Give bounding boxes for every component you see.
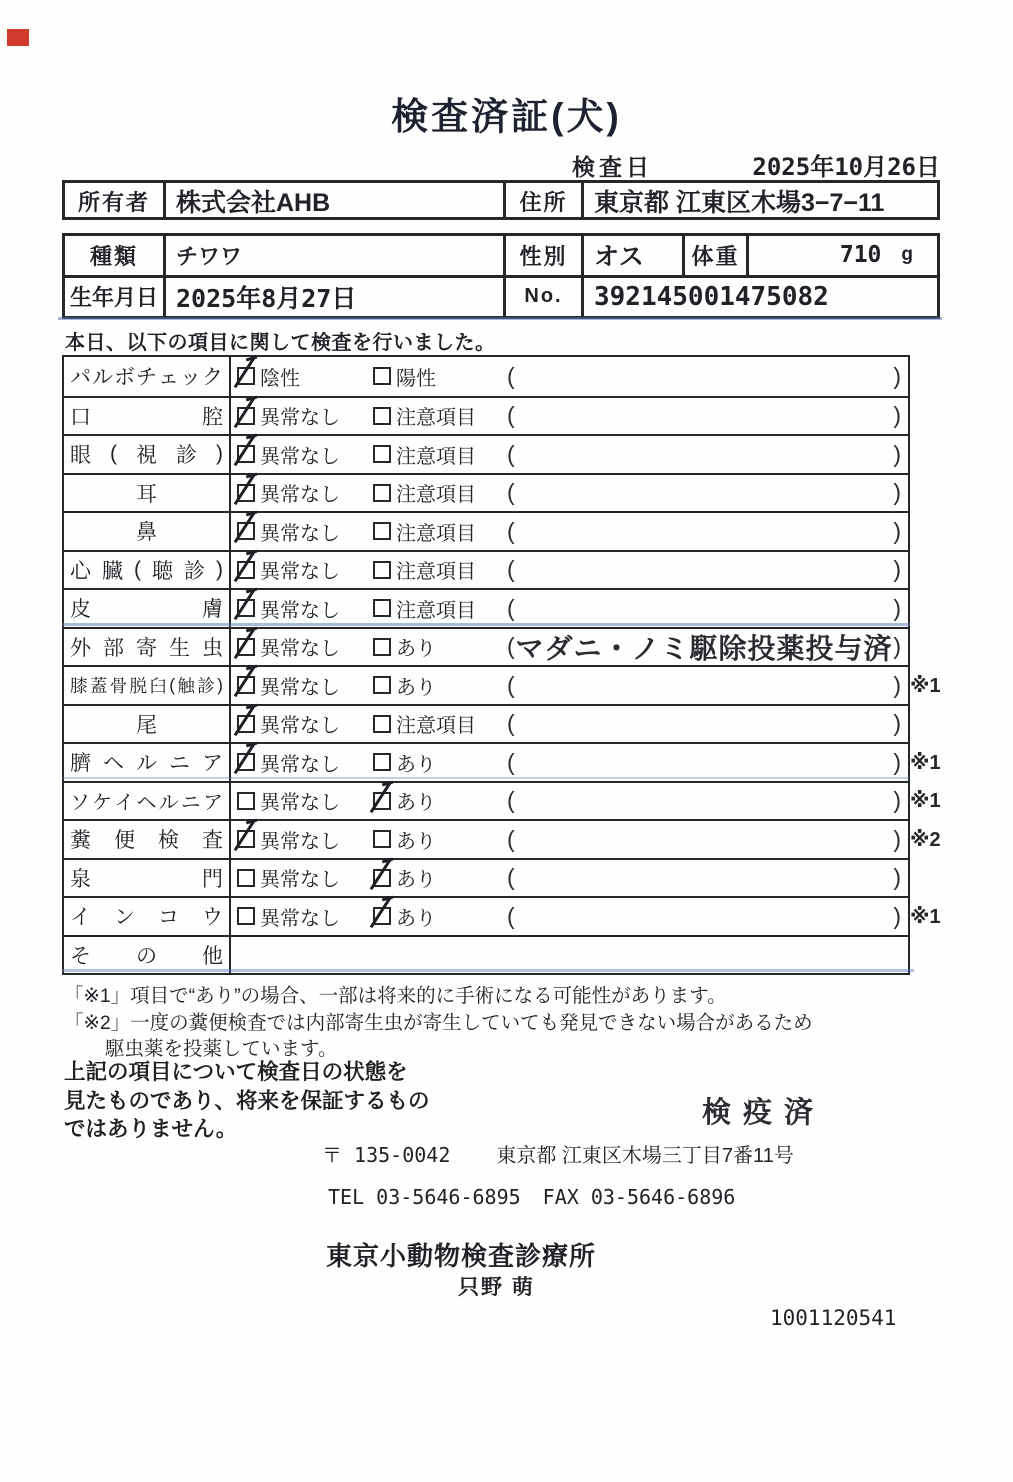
checkbox-caution xyxy=(373,445,391,463)
inspection-item-label: イ ン コ ウ xyxy=(70,906,223,930)
checkbox-normal xyxy=(237,561,255,579)
quarantine-stamp: 検疫済 xyxy=(702,1097,826,1129)
species-label: 種類 xyxy=(65,236,166,275)
inspection-item-label: 糞 便 検 査 xyxy=(70,829,223,853)
footnote-2-line2: 駆虫薬を投薬しています。 xyxy=(105,1038,338,1060)
inspection-row-skin xyxy=(64,588,908,627)
checkbox-present xyxy=(373,792,391,810)
species-value: チワワ xyxy=(166,236,506,275)
birthdate-row xyxy=(65,275,937,317)
paren-close: ) xyxy=(893,633,901,660)
species-row xyxy=(65,236,937,275)
option2-label: あり xyxy=(396,676,436,699)
intro-text: 本日、以下の項目に関して検査を行いました。 xyxy=(65,332,496,354)
inspection-row-external-parasites xyxy=(64,627,908,666)
sex-value: オス xyxy=(584,236,685,275)
option2-label: あり xyxy=(396,753,436,776)
paren-open: ( xyxy=(507,825,515,852)
checkbox-normal xyxy=(237,407,255,425)
reference-mark xyxy=(910,629,958,666)
option2-label: 注意項目 xyxy=(396,484,476,507)
inspection-row-fontanelle xyxy=(64,858,908,897)
reference-mark: ※1 xyxy=(910,751,941,774)
footnote-2-line1: 「※2」一度の糞便検査では内部寄生虫が寄生していても発見できない場合があるため xyxy=(64,1012,813,1034)
inspection-row-eyes xyxy=(64,434,908,473)
paren-close: ) xyxy=(893,362,901,389)
clinic-phone-line xyxy=(328,1185,735,1209)
inspection-row-ears xyxy=(64,473,908,512)
option2-label: あり xyxy=(396,638,436,661)
option1-label: 異常なし xyxy=(260,638,340,661)
disclaimer-line2: 見たものであり、将来を保証するもの xyxy=(64,1088,430,1113)
reference-mark: ※1 xyxy=(910,790,941,813)
option2-label: あり xyxy=(396,907,436,930)
inspection-row-parvo xyxy=(64,357,908,396)
inspection-item-label: 臍 ヘ ル ニ ア xyxy=(70,752,223,776)
clinic-address: 東京都 江東区木場三丁目7番11号 xyxy=(496,1145,794,1167)
option1-label: 異常なし xyxy=(260,753,340,776)
reference-mark xyxy=(910,552,958,589)
inspection-row-other xyxy=(64,935,908,974)
option1-label: 異常なし xyxy=(260,599,340,622)
option2-label: 注意項目 xyxy=(396,561,476,584)
option2-label: 陽性 xyxy=(396,367,436,390)
paren-open: ( xyxy=(507,440,515,467)
inspection-item-label: パ ル ボ チ ェ ッ ク xyxy=(70,366,223,390)
paren-open: ( xyxy=(507,633,515,660)
inspection-item-label: そ の 他 xyxy=(70,944,223,968)
paren-close: ) xyxy=(893,594,901,621)
option1-label: 異常なし xyxy=(260,522,340,545)
option1-label: 異常なし xyxy=(260,676,340,699)
owner-value: 株式会社AHB xyxy=(166,183,506,219)
reference-mark xyxy=(910,475,958,512)
inspection-row-nose xyxy=(64,511,908,550)
no-label: No. xyxy=(506,278,584,317)
inspection-item-label: 皮 膚 xyxy=(70,598,223,622)
paren-close: ) xyxy=(893,479,901,506)
scan-red-mark xyxy=(7,29,29,46)
inspection-item-label: 外 部 寄 生 虫 xyxy=(70,636,223,660)
paren-close: ) xyxy=(893,556,901,583)
reference-mark xyxy=(910,398,958,435)
checkbox-normal xyxy=(237,907,255,925)
inspection-item-label: 膝 蓋 骨 脱 臼 ( 触 診 ) xyxy=(70,674,223,696)
inspection-item-label: 尾 xyxy=(136,713,157,737)
option2-label: あり xyxy=(396,830,436,853)
inspection-date-value: 2025年10月26日 xyxy=(752,153,940,181)
inspection-item-label: 泉 門 xyxy=(70,867,223,891)
paren-close: ) xyxy=(893,710,901,737)
inspection-item-label: ソ ケ イ ヘ ル ニ ア xyxy=(70,792,223,815)
option1-label: 異常なし xyxy=(260,869,340,892)
inspection-row-throat xyxy=(64,896,941,935)
reference-mark xyxy=(910,860,958,897)
disclaimer-line3: ではありません。 xyxy=(64,1117,238,1141)
option2-label: 注意項目 xyxy=(396,715,476,738)
paren-open: ( xyxy=(507,787,515,814)
option1-label: 異常なし xyxy=(260,484,340,507)
paren-open: ( xyxy=(507,517,515,544)
inspection-item-label: 口 腔 xyxy=(70,405,223,429)
paren-close: ) xyxy=(893,671,901,698)
owner-address-label: 住所 xyxy=(506,183,584,219)
checkbox-caution xyxy=(373,407,391,425)
reference-mark xyxy=(910,937,958,974)
document-title: 検査済証(犬) xyxy=(391,96,622,137)
weight-unit: g xyxy=(901,244,913,266)
checkbox-normal xyxy=(237,869,255,887)
inspection-row-mouth xyxy=(64,396,908,435)
owner-row xyxy=(65,183,937,219)
sex-label: 性別 xyxy=(506,236,584,275)
paren-close: ) xyxy=(893,440,901,467)
paren-close: ) xyxy=(893,902,901,929)
paren-open: ( xyxy=(507,556,515,583)
disclaimer-text xyxy=(64,1058,430,1144)
option1-label: 異常なし xyxy=(260,830,340,853)
birthdate-label: 生年月日 xyxy=(65,278,166,317)
reference-mark: ※1 xyxy=(910,674,941,697)
serial-number: 1001120541 xyxy=(770,1306,897,1330)
inspection-table xyxy=(62,355,941,975)
paren-open: ( xyxy=(507,362,515,389)
option1-label: 陰性 xyxy=(260,367,300,390)
inspection-row-fecal-exam xyxy=(64,819,941,858)
checkbox-caution xyxy=(373,484,391,502)
weight-cell xyxy=(749,236,937,275)
tel-number: TEL 03-5646-6895 xyxy=(328,1185,521,1209)
owner-table xyxy=(62,180,940,220)
option1-label: 異常なし xyxy=(260,407,340,430)
checkbox-normal xyxy=(237,753,255,771)
option1-label: 異常なし xyxy=(260,445,340,468)
checkbox-normal xyxy=(237,792,255,810)
checkbox-present xyxy=(373,907,391,925)
checkbox-present xyxy=(373,676,391,694)
inspection-row-heart xyxy=(64,550,908,589)
paren-open: ( xyxy=(507,748,515,775)
checkbox-normal xyxy=(237,484,255,502)
clinic-name: 東京小動物検査診療所 xyxy=(326,1241,597,1271)
option2-label: 注意項目 xyxy=(396,522,476,545)
owner-label: 所有者 xyxy=(65,183,166,219)
paren-close: ) xyxy=(893,864,901,891)
paren-note: マダニ・ノミ駆除投薬投与済 xyxy=(515,632,893,664)
option2-label: 注意項目 xyxy=(396,407,476,430)
paren-close: ) xyxy=(893,748,901,775)
inspection-item-label: 耳 xyxy=(136,482,157,506)
checkbox-present xyxy=(373,753,391,771)
no-value: 392145001475082 xyxy=(594,281,829,312)
checkbox-caution xyxy=(373,599,391,617)
checkbox-normal xyxy=(237,522,255,540)
disclaimer-line1: 上記の項目について検査日の状態を xyxy=(64,1060,408,1084)
option1-label: 異常なし xyxy=(260,715,340,738)
checkbox-caution xyxy=(373,522,391,540)
inspection-date-label: 検査日 xyxy=(572,154,653,180)
reference-mark xyxy=(910,590,958,627)
inspection-item-label: 心 臓 ( 聴 診 ) xyxy=(70,557,223,583)
paren-open: ( xyxy=(507,479,515,506)
weight-label: 体重 xyxy=(685,236,749,275)
reference-mark: ※1 xyxy=(910,905,941,928)
checkbox-normal xyxy=(237,638,255,656)
inspection-row-patella xyxy=(64,665,941,704)
reference-mark xyxy=(910,706,958,743)
inspection-row-umbilical-hernia xyxy=(64,742,941,781)
paren-open: ( xyxy=(507,402,515,429)
checkbox-present xyxy=(373,869,391,887)
inspection-row-inguinal-hernia xyxy=(64,781,941,820)
paren-open: ( xyxy=(507,902,515,929)
footnote-1: 「※1」項目で“あり”の場合、一部は将来的に手術になる可能性があります。 xyxy=(64,985,727,1007)
postal-code: 〒 135-0042 xyxy=(322,1143,451,1167)
option2-label: 注意項目 xyxy=(396,599,476,622)
option1-label: 異常なし xyxy=(260,561,340,584)
checkbox-normal xyxy=(237,445,255,463)
paren-close: ) xyxy=(893,517,901,544)
inspection-item-label: 鼻 xyxy=(136,521,157,545)
checkbox-normal xyxy=(237,676,255,694)
staff-name: 只野 萌 xyxy=(458,1276,535,1299)
checkbox-negative xyxy=(237,367,255,385)
checkbox-caution xyxy=(373,715,391,733)
checkbox-normal xyxy=(237,830,255,848)
option2-label: あり xyxy=(396,792,436,815)
reference-mark xyxy=(910,357,958,396)
reference-mark xyxy=(910,513,958,550)
checkbox-normal xyxy=(237,715,255,733)
paren-close: ) xyxy=(893,825,901,852)
paren-open: ( xyxy=(507,594,515,621)
fax-number: FAX 03-5646-6896 xyxy=(542,1185,736,1209)
paren-open: ( xyxy=(507,671,515,698)
option1-label: 異常なし xyxy=(260,792,340,815)
option1-label: 異常なし xyxy=(260,907,340,930)
owner-address-value: 東京都 江東区木場3−7−11 xyxy=(594,189,885,217)
inspection-item-label: 眼 ( 視 診 ) xyxy=(70,442,223,468)
paren-open: ( xyxy=(507,864,515,891)
clinic-postal-address xyxy=(322,1139,794,1168)
birthdate-value: 2025年8月27日 xyxy=(166,278,506,317)
reference-mark: ※2 xyxy=(910,828,941,851)
checkbox-present xyxy=(373,638,391,656)
checkbox-caution xyxy=(373,561,391,579)
reference-mark xyxy=(910,436,958,473)
option2-label: あり xyxy=(396,869,436,892)
inspection-row-tail xyxy=(64,704,908,743)
option2-label: 注意項目 xyxy=(396,445,476,468)
animal-table xyxy=(62,233,940,319)
checkbox-present xyxy=(373,830,391,848)
paren-open: ( xyxy=(507,710,515,737)
checkbox-normal xyxy=(237,599,255,617)
weight-value: 710 xyxy=(839,242,882,269)
paren-close: ) xyxy=(893,787,901,814)
paren-close: ) xyxy=(893,402,901,429)
checkbox-positive xyxy=(373,367,391,385)
